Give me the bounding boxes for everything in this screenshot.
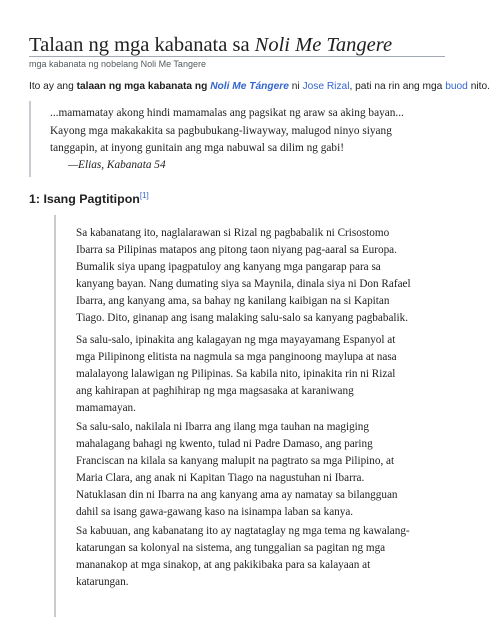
intro-text-2: ni (288, 81, 303, 92)
page-title-prefix: Talaan ng mga kabanata sa (29, 34, 255, 56)
epigraph-line: Kayong mga makakakita sa pagbubukang-liwayway, malugod ninyo siyang (50, 124, 392, 137)
epigraph-citation: —Elias, Kabanata 54 (68, 159, 166, 171)
paragraph-line: kanyang bayan. Nang dumating siya sa Maynila, dinala siya ni Don Rafael (76, 278, 411, 290)
paragraph-line: mananakop at mga sinakop, at ang pakikibaka para sa kalayaan at (76, 559, 371, 571)
jose-rizal-link[interactable]: Jose Rizal (302, 81, 350, 92)
title-divider (29, 56, 445, 57)
paragraph-line: ang kahirapan at paghihirap ng mga magsasaka at karaniwang (76, 385, 354, 397)
paragraph-line: Maria Clara, ang anak ni Kapitan Tiago na nagustuhan ni Ibarra. (76, 472, 365, 484)
epigraph-line: ...mamamatay akong hindi mamamalas ang pagsikat ng araw sa aking bayan... (50, 107, 404, 119)
intro-text-1: Ito ay ang (29, 81, 77, 92)
page-title-italic: Noli Me Tangere (254, 34, 393, 56)
chapter-heading-text: 1: Isang Pagtitipon (29, 192, 140, 206)
intro-text-4: nito. (467, 81, 490, 92)
paragraph-line: Ibarra, ang kanyang ama, sa bahay ng kanilang kaibigan na si Kapitan (76, 295, 390, 307)
paragraph-line: katarungan sa kolonyal na sistema, ang tunggalian sa pagitan ng mga (76, 542, 386, 554)
chapter-summary-block (54, 215, 448, 617)
paragraph-line: Sa salu-salo, nakilala ni Ibarra ang ilang mga tauhan na magiging (76, 421, 369, 433)
paragraph-line: Sa kabanatang ito, naglalarawan si Rizal ng pagbabalik ni Crisostomo (76, 227, 390, 239)
buod-link[interactable]: buod (445, 81, 468, 92)
epigraph-line: tanggapin, at inyong gunitain ang mga nabuwal sa dilim ng gabi! (50, 142, 344, 155)
summary-paragraph (76, 332, 397, 417)
page-title (29, 33, 392, 57)
summary-paragraph (76, 225, 411, 327)
paragraph-line: Franciscan na kilala sa kanyang malupit na pagtrato sa mga Pilipino, at (76, 455, 395, 467)
epigraph-text (50, 105, 404, 158)
paragraph-line: Bumalik siya upang ipagpatuloy ang kanyang mga pangarap para sa (76, 261, 381, 273)
intro-bold-text: talaan ng mga kabanata ng (76, 81, 211, 92)
chapter-heading (29, 191, 149, 206)
noli-me-tangere-link[interactable]: Noli Me Tángere (210, 81, 289, 92)
intro-paragraph (29, 80, 490, 94)
paragraph-line: Tiago. Dito, ginanap ang isang malaking salu-salo sa kanyang pagbabalik. (76, 312, 409, 324)
paragraph-line: mamamayan. (76, 402, 136, 414)
paragraph-line: Sa kabuuan, ang kabanatang ito ay nagtataglay ng mga tema ng kawalang- (76, 525, 410, 537)
paragraph-line: katarungan. (76, 576, 129, 588)
paragraph-line: dahil sa isang gawa-gawang kaso na isinampa laban sa kanya. (76, 506, 354, 518)
paragraph-line: malalayong lalawigan ng Pilipinas. Sa kabila nito, ipinakita rin ni Rizal (76, 368, 396, 380)
intro-text-3: , pati na rin ang mga (349, 81, 446, 92)
epigraph-quote (29, 101, 441, 177)
reference-link[interactable]: [1] (139, 191, 149, 200)
paragraph-line: Ibarra sa Pilipinas matapos ang pitong taon niyang pag-aaral sa Europa. (76, 244, 397, 256)
summary-paragraph (76, 419, 398, 521)
paragraph-line: mga Pilipinong elitista na nagmula sa mga panginoong maylupa at nasa (76, 351, 397, 363)
paragraph-line: mahalagang bahagi ng kwento, tulad ni Padre Damaso, ang paring (76, 438, 373, 450)
paragraph-line: Natuklasan din ni Ibarra na ang kanyang ama ay namatay sa bilangguan (76, 489, 398, 501)
paragraph-line: Sa salu-salo, ipinakita ang kalagayan ng mga mayayamang Espanyol at (76, 334, 396, 346)
page-subtitle: mga kabanata ng nobelang Noli Me Tangere (29, 59, 206, 69)
summary-paragraph (76, 523, 410, 591)
